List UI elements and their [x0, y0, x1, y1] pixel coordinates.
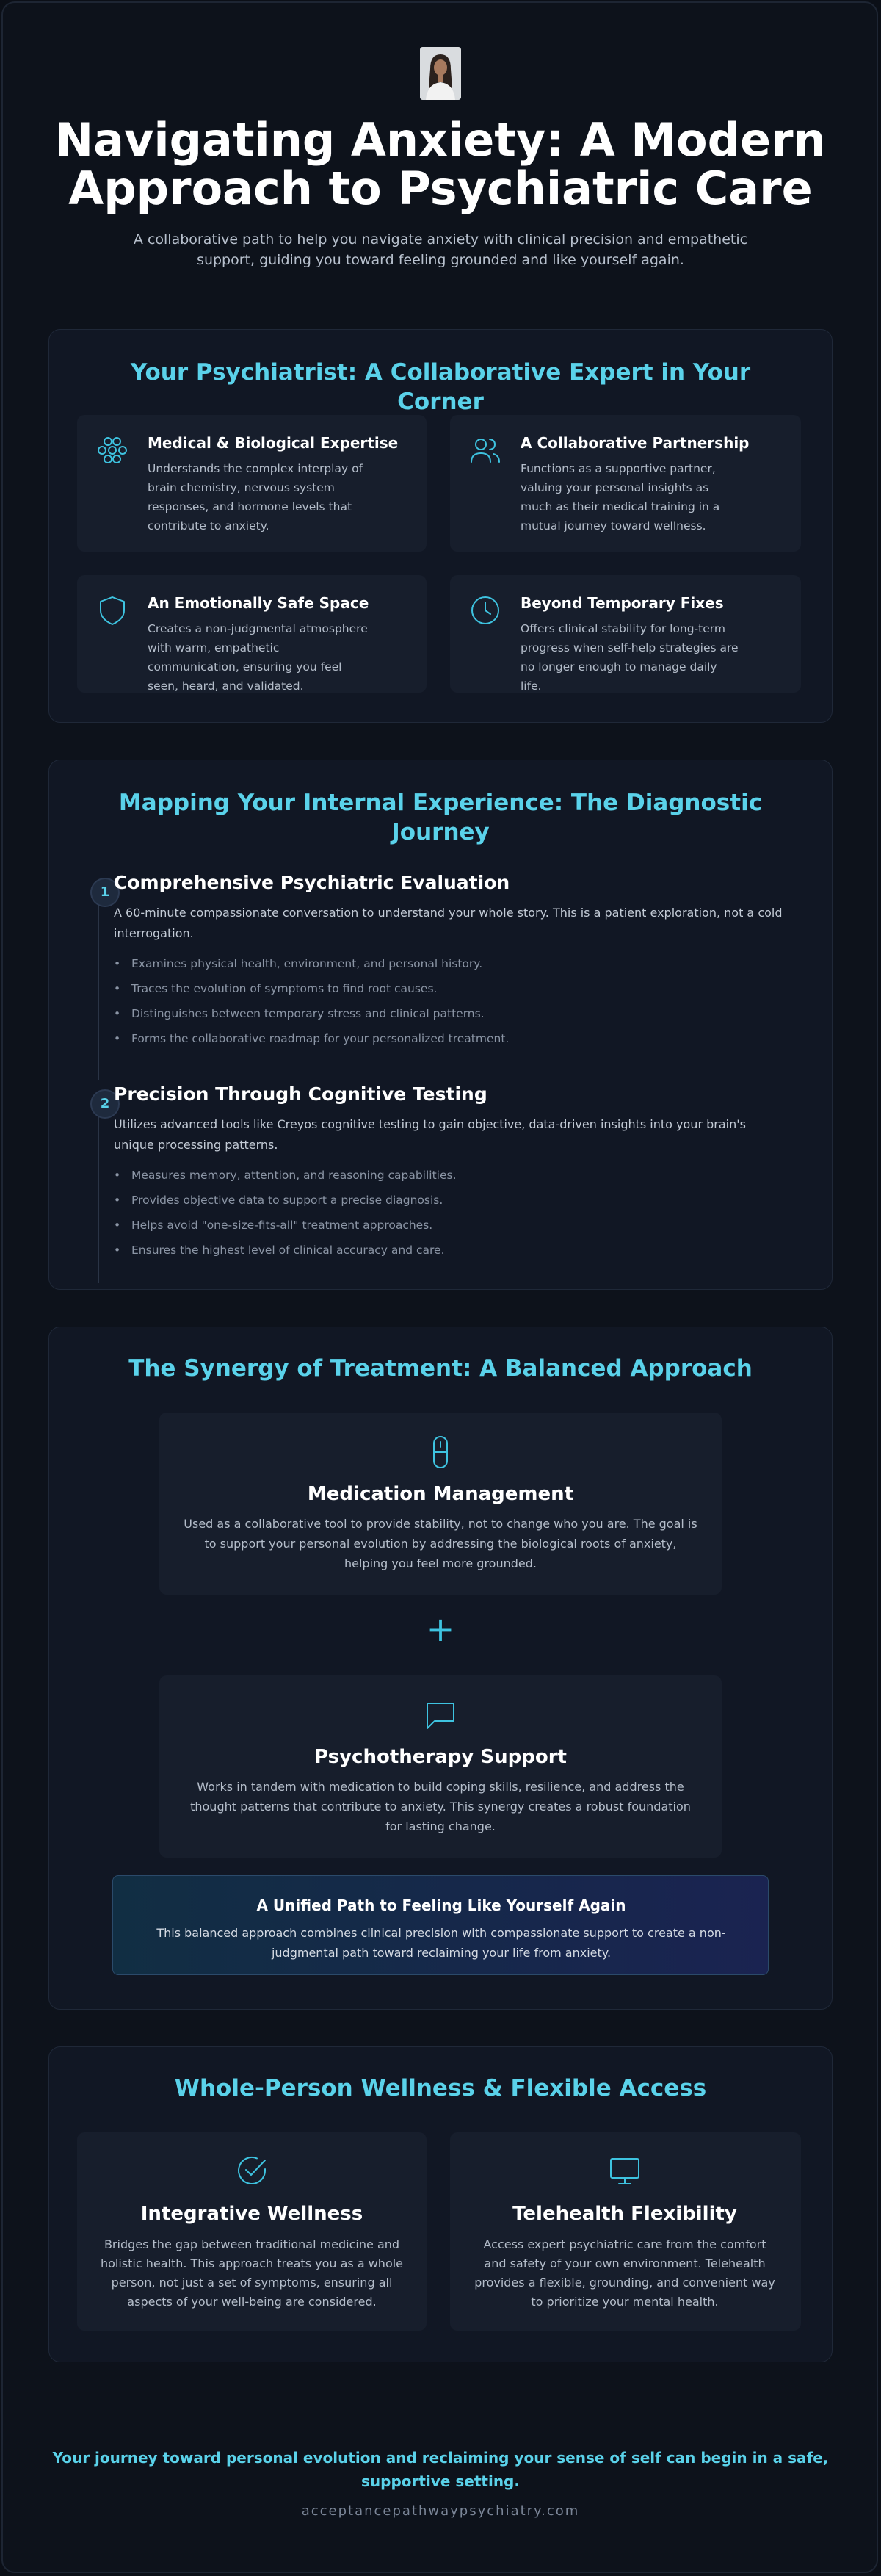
card-emotionally-safe-space — [77, 575, 427, 693]
step-bullet-list — [114, 951, 775, 1051]
footer-website-link[interactable]: acceptancepathwaypsychiatry.com — [301, 2503, 580, 2519]
clock-icon — [468, 593, 503, 628]
diagnostic-section — [48, 760, 833, 1290]
card-text: Bridges the gap between traditional medicine and holistic health. This approach treats you as a whole person, not just a set of symptoms, ensuring all aspects of your well-being are considered. — [100, 2237, 404, 2309]
card-title: Medical & Biological Expertise — [148, 434, 399, 452]
card-text: Functions as a supportive partner, valuing your personal insights as much as their medical training in a mutual journey toward wellness. — [521, 462, 720, 533]
timeline-line — [98, 884, 99, 1080]
check-circle-icon — [234, 2153, 269, 2188]
list-item: • Measures memory, attention, and reasoning capabilities. — [114, 1163, 775, 1188]
medication-management-card — [159, 1413, 722, 1595]
page-subtitle: A collaborative path to help you navigate anxiety with clinical precision and empathetic support, guiding you toward feeling grounded and like yourself again. — [133, 231, 748, 268]
step-number-badge: 2 — [90, 1089, 120, 1119]
card-title: An Emotionally Safe Space — [148, 594, 369, 612]
card-text: Works in tandem with medication to build coping skills, resilience, and address the thought patterns that contribute to anxiety. This synergy creates a robust foundation for lasting change. — [190, 1780, 691, 1833]
chat-bubble-icon — [423, 1698, 458, 1733]
shield-icon — [95, 593, 130, 628]
section-title: Mapping Your Internal Experience: The Diagnostic Journey — [118, 790, 763, 845]
psychotherapy-support-card — [159, 1675, 722, 1858]
section-title: Your Psychiatrist: A Collaborative Expert in Your Corner — [130, 359, 751, 415]
list-item: • Helps avoid "one-size-fits-all" treatment approaches. — [114, 1213, 775, 1238]
integrative-wellness-card — [77, 2132, 427, 2331]
card-beyond-temporary-fixes — [450, 575, 801, 693]
step-title: Precision Through Cognitive Testing — [114, 1083, 487, 1105]
plus-icon: + — [426, 1609, 455, 1649]
step-bullet-list — [114, 1163, 775, 1263]
card-collaborative-partnership — [450, 415, 801, 552]
list-item: • Distinguishes between temporary stress and clinical patterns. — [114, 1001, 775, 1026]
users-icon — [468, 433, 503, 468]
telehealth-flexibility-card — [450, 2132, 801, 2331]
pill-icon — [423, 1435, 458, 1470]
card-medical-expertise — [77, 415, 427, 552]
monitor-icon — [607, 2153, 642, 2188]
callout-text: This balanced approach combines clinical precision with compassionate support to create a non-judgmental path toward reclaiming your life from anxiety. — [156, 1926, 726, 1960]
unified-path-callout — [112, 1875, 769, 1975]
card-title: Beyond Temporary Fixes — [521, 594, 724, 612]
list-item: • Examines physical health, environment, and personal history. — [114, 951, 775, 976]
list-item: • Provides objective data to support a precise diagnosis. — [114, 1188, 775, 1213]
step-number-badge: 1 — [90, 878, 120, 907]
card-title: A Collaborative Partnership — [521, 434, 750, 452]
card-text: Understands the complex interplay of brain chemistry, nervous system responses, and hormone levels that contribute to anxiety. — [148, 462, 363, 533]
step-description: A 60-minute compassionate conversation to understand your whole story. This is a patient exploration, not a cold interrogation. — [114, 906, 783, 940]
treatment-section — [48, 1327, 833, 2010]
psychiatrist-section — [48, 329, 833, 723]
card-text: Access expert psychiatric care from the comfort and safety of your own environment. Telehealth provides a flexible, grounding, and convenient way to prioritize your mental health. — [474, 2237, 775, 2309]
avatar — [420, 47, 461, 100]
card-title: Psychotherapy Support — [314, 1746, 567, 1768]
card-text: Creates a non-judgmental atmosphere with warm, empathetic communication, ensuring you feel seen, heard, and validated. — [148, 622, 368, 693]
list-item: • Forms the collaborative roadmap for your personalized treatment. — [114, 1026, 775, 1051]
footer-message: Your journey toward personal evolution and reclaiming your sense of self can begin in a safe, supportive setting. — [52, 2449, 829, 2490]
list-item: • Traces the evolution of symptoms to find root causes. — [114, 976, 775, 1001]
section-title: Whole-Person Wellness & Flexible Access — [174, 2075, 707, 2101]
card-text: Offers clinical stability for long-term progress when self-help strategies are no longer enough to manage daily life. — [521, 622, 739, 693]
wellness-section — [48, 2046, 833, 2362]
step-description: Utilizes advanced tools like Creyos cognitive testing to gain objective, data-driven insights into your brain's unique processing patterns. — [114, 1117, 746, 1152]
step-title: Comprehensive Psychiatric Evaluation — [114, 872, 510, 893]
callout-title: A Unified Path to Feeling Like Yourself Again — [256, 1897, 626, 1914]
card-title: Medication Management — [307, 1483, 574, 1505]
card-title: Integrative Wellness — [140, 2203, 363, 2225]
timeline-line — [98, 1095, 99, 1283]
list-item: • Ensures the highest level of clinical accuracy and care. — [114, 1238, 775, 1263]
page-title: Navigating Anxiety: A Modern Approach to Psychiatric Care — [55, 113, 826, 215]
card-title: Telehealth Flexibility — [512, 2203, 737, 2225]
card-text: Used as a collaborative tool to provide stability, not to change who you are. The goal is to support your personal evolution by addressing the biological roots of anxiety, helping you feel more grounded. — [184, 1517, 697, 1570]
section-title: The Synergy of Treatment: A Balanced Approach — [128, 1355, 753, 1382]
molecule-icon — [95, 433, 130, 468]
